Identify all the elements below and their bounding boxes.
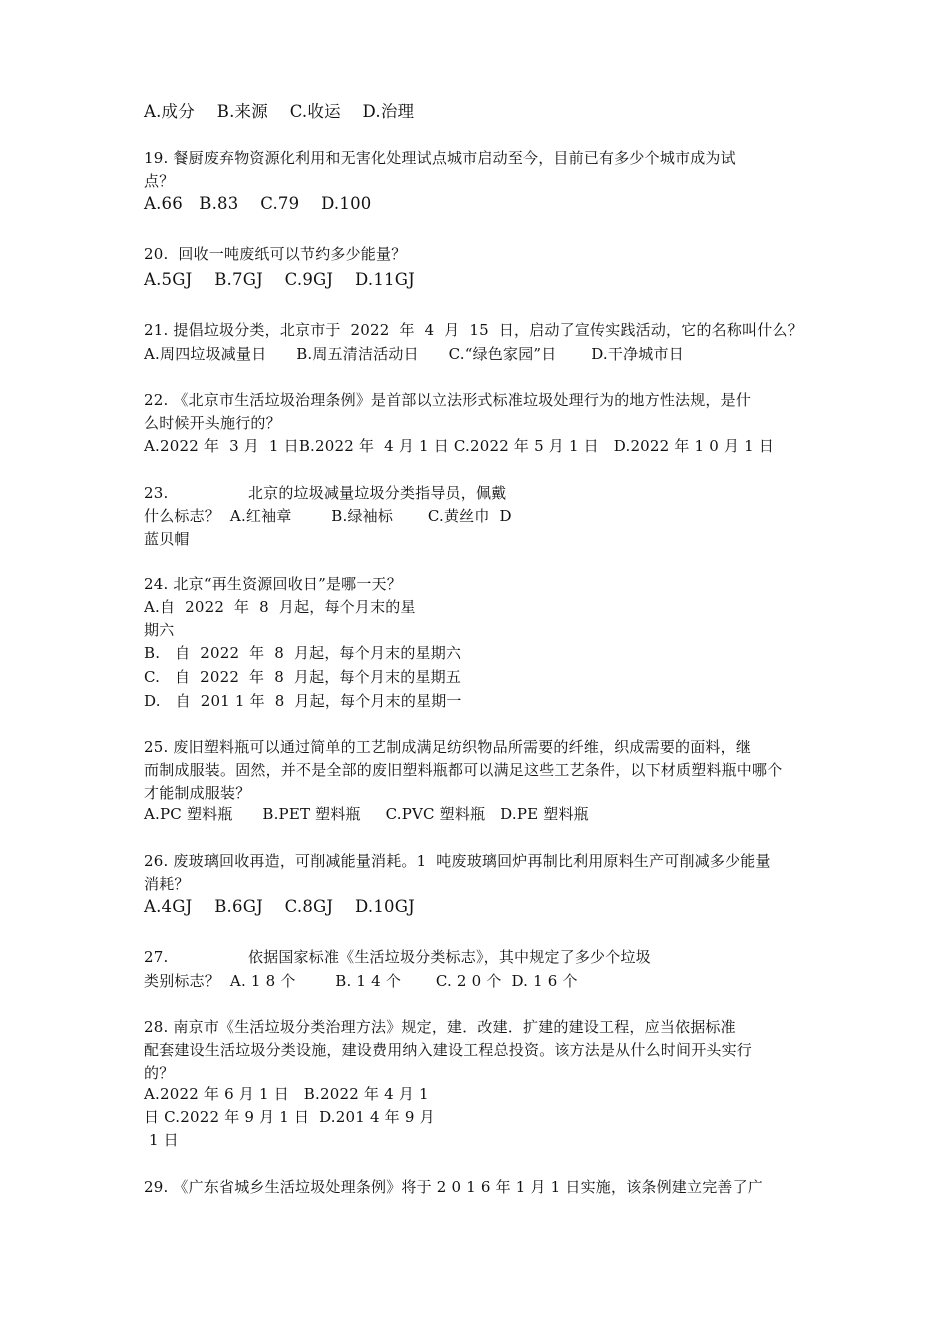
q20-text: 20. 回收一吨废纸可以节约多少能量？: [144, 245, 407, 263]
q24-option-d: D. 自 201 1 年 8 月起，每个月末的星期一: [144, 692, 462, 710]
q28-options-line1: A.2022 年 6 月 1 日 B.2022 年 4 月 1: [144, 1085, 429, 1103]
q28-text-line2: 配套建设生活垃圾分类设施，建设费用纳入建设工程总投资。该方法是从什么时间开头实行: [144, 1041, 753, 1059]
q24-option-a-line1: A.自 2022 年 8 月起，每个月末的星: [144, 598, 416, 616]
q25-text-line1: 25. 废旧塑料瓶可以通过简单的工艺制成满足纺织物品所需要的纤维，织成需要的面料，继: [144, 738, 752, 756]
q24-option-a-line2: 期六: [144, 621, 175, 639]
q25-text-line2: 而制成服装。固然，并不是全部的废旧塑料瓶都可以满足这些工艺条件，以下材质塑料瓶中哪个: [144, 761, 783, 779]
q27-text-line1: 27. 依据国家标准《生活垃圾分类标志》，其中规定了多少个垃圾: [144, 948, 651, 966]
q23-text-line3: 蓝贝帽: [144, 530, 190, 548]
q18-options: A.成分 B.来源 C.收运 D.治理: [144, 102, 415, 121]
q22-text-line2: 么时候开头施行的？: [144, 414, 281, 432]
q27-text-line2: 类别标志？ A. 1 8 个 B. 1 4 个 C. 2 0 个 D. 1 6 个: [144, 972, 578, 990]
q25-text-line3: 才能制成服装？: [144, 784, 251, 802]
q28-text-line1: 28. 南京市《生活垃圾分类治理方法》规定，建．改建．扩建的建设工程，应当依据标准: [144, 1018, 736, 1036]
q23-text-line2: 什么标志？ A.红袖章 B.绿袖标 C.黄丝巾 D: [144, 507, 512, 525]
q28-options-line2: 日 C.2022 年 9 月 1 日 D.201 4 年 9 月: [144, 1108, 435, 1126]
q24-text: 24. 北京“再生资源回收日”是哪一天？: [144, 575, 402, 593]
q26-text-line1: 26. 废玻璃回收再造，可削减能量消耗。1 吨废玻璃回炉再制比利用原料生产可削减多少能量: [144, 852, 771, 870]
q23-text-line1: 23. 北京的垃圾减量垃圾分类指导员，佩戴: [144, 484, 507, 502]
q26-options: A.4GJ B.6GJ C.8GJ D.10GJ: [144, 897, 415, 916]
q26-text-line2: 消耗？: [144, 875, 190, 893]
q28-text-line3: 的？: [144, 1064, 175, 1082]
q22-text-line1: 22. 《北京市生活垃圾治理条例》是首部以立法形式标准垃圾处理行为的地方性法规，是什: [144, 391, 752, 409]
q19-options: A.66 B.83 C.79 D.100: [144, 194, 372, 213]
q24-option-b: B. 自 2022 年 8 月起，每个月末的星期六: [144, 644, 462, 662]
q22-options: A.2022 年 3 月 1 日B.2022 年 4 月 1 日 C.2022 年 5 月 1 日 D.2022 年 1 0 月 1 日: [144, 437, 775, 455]
q20-options: A.5GJ B.7GJ C.9GJ D.11GJ: [144, 270, 415, 289]
q29-text-line1: 29. 《广东省城乡生活垃圾处理条例》将于 2 0 1 6 年 1 月 1 日实施，该条例建立完善了广: [144, 1178, 763, 1196]
q24-option-c: C. 自 2022 年 8 月起，每个月末的星期五: [144, 668, 462, 686]
q21-text: 21. 提倡垃圾分类，北京市于 2022 年 4 月 15 日，启动了宣传实践活动，它的名称叫什么？: [144, 321, 803, 339]
q19-text-line2: 点？: [144, 172, 175, 190]
q28-options-line3: 1 日: [144, 1131, 179, 1149]
q25-options: A.PC 塑料瓶 B.PET 塑料瓶 C.PVC 塑料瓶 D.PE 塑料瓶: [144, 805, 589, 823]
q21-options: A.周四垃圾减量日 B.周五清洁活动日 C.“绿色家园”日 D.干净城市日: [144, 345, 684, 363]
q19-text-line1: 19. 餐厨废弃物资源化利用和无害化处理试点城市启动至今，目前已有多少个城市成为试: [144, 149, 736, 167]
